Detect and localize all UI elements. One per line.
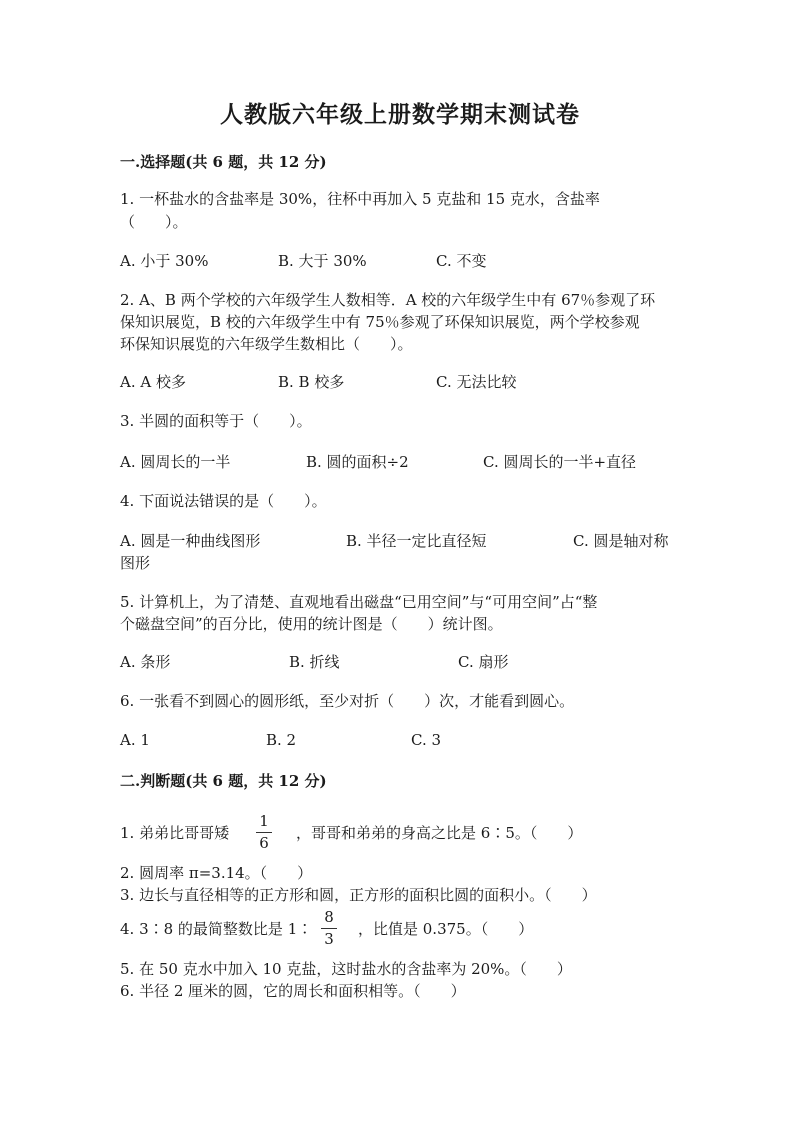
judgement-text-after: ，哥哥和弟弟的身高之比是 6∶5。（ ）: [296, 824, 583, 842]
option-c: C. 不变: [436, 252, 487, 270]
judgement-item: 3. 边长与直径相等的正方形和圆，正方形的面积比圆的面积小。（ ）: [120, 886, 597, 904]
fraction-bar: [256, 832, 272, 833]
question-line: 5. 计算机上，为了清楚、直观地看出磁盘“已用空间”与“可用空间”占“整: [120, 593, 598, 611]
judgement-text-before: 4. 3∶8 的最简整数比是 1∶: [120, 920, 313, 938]
option-b: B. 折线: [289, 653, 340, 671]
question-line: 环保知识展览的六年级学生数相比（ ）。: [120, 335, 413, 353]
fraction: [317, 909, 341, 948]
option-c: C. 3: [411, 731, 442, 749]
option-c: C. 无法比较: [436, 373, 517, 391]
fraction-denominator: 3: [324, 930, 334, 948]
question-line: 个磁盘空间”的百分比，使用的统计图是（ ）统计图。: [120, 615, 503, 633]
fraction: [252, 813, 276, 852]
option-c: C. 扇形: [458, 653, 509, 671]
section-heading-choice: 一.选择题(共 6 题，共 12 分): [120, 153, 327, 171]
option-b: B. 大于 30%: [278, 252, 367, 270]
judgement-text-before: 1. 弟弟比哥哥矮: [120, 824, 230, 842]
question-line: 1. 一杯盐水的含盐率是 30%，往杯中再加入 5 克盐和 15 克水，含盐率: [120, 190, 600, 208]
option-wrap-text: 图形: [120, 554, 151, 572]
fraction-bar: [321, 928, 337, 929]
section-heading-judgement: 二.判断题(共 6 题，共 12 分): [120, 772, 327, 790]
option-c: C. 圆周长的一半+直径: [483, 453, 637, 471]
judgement-item: 6. 半径 2 厘米的圆，它的周长和面积相等。（ ）: [120, 982, 466, 1000]
option-a: A. 圆是一种曲线图形: [120, 532, 261, 550]
question-line: 3. 半圆的面积等于（ ）。: [120, 412, 312, 430]
option-a: A. 1: [120, 731, 150, 749]
question-line: 4. 下面说法错误的是（ ）。: [120, 492, 327, 510]
fraction-numerator: 8: [324, 908, 334, 926]
question-line: 2. A、B 两个学校的六年级学生人数相等．A 校的六年级学生中有 67％参观了环: [120, 291, 656, 309]
judgement-item: 2. 圆周率 π=3.14。（ ）: [120, 864, 313, 882]
option-a: A. 条形: [120, 653, 171, 671]
judgement-item: 5. 在 50 克水中加入 10 克盐，这时盐水的含盐率为 20%。（ ）: [120, 960, 572, 978]
page-title: 人教版六年级上册数学期末测试卷: [220, 101, 580, 128]
question-line: 6. 一张看不到圆心的圆形纸，至少对折（ ）次，才能看到圆心。: [120, 692, 575, 710]
judgement-text-after: ，比值是 0.375。（ ）: [358, 920, 534, 938]
option-a: A. A 校多: [120, 373, 186, 391]
question-line: （ ）。: [120, 213, 188, 231]
option-a: A. 圆周长的一半: [120, 453, 231, 471]
question-line: 保知识展览，B 校的六年级学生中有 75％参观了环保知识展览，两个学校参观: [120, 313, 640, 331]
fraction-numerator: 1: [259, 812, 269, 830]
option-a: A. 小于 30%: [120, 252, 209, 270]
option-b: B. 圆的面积÷2: [306, 453, 409, 471]
option-b: B. 2: [266, 731, 297, 749]
option-c: C. 圆是轴对称: [573, 532, 669, 550]
fraction-denominator: 6: [259, 834, 269, 852]
option-b: B. B 校多: [278, 373, 345, 391]
option-b: B. 半径一定比直径短: [346, 532, 487, 550]
